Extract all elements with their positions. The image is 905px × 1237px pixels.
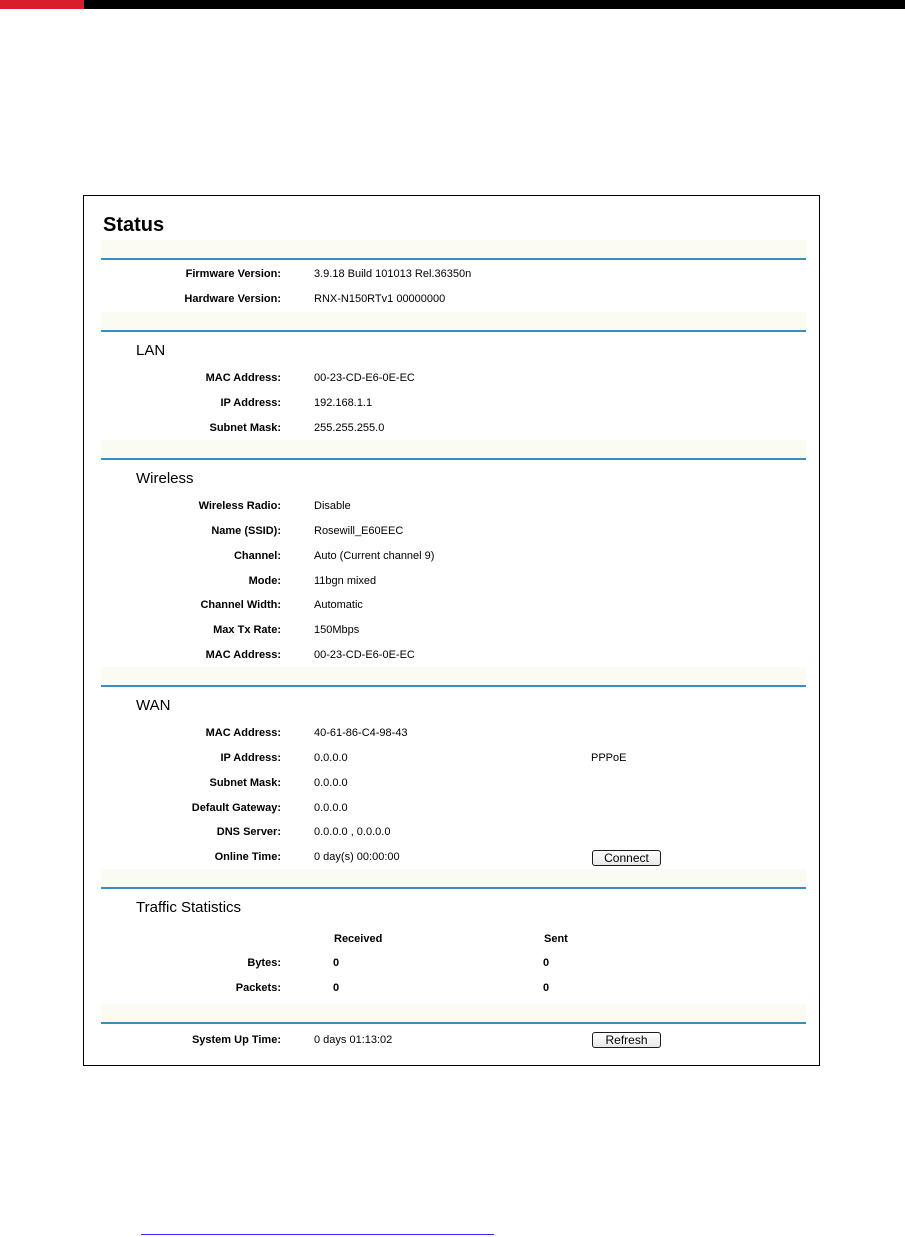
system-uptime-value: 0 days 01:13:02 [314, 1034, 393, 1046]
section-divider [101, 1022, 806, 1024]
wireless-rate-value: 150Mbps [314, 624, 360, 636]
top-header-bar [0, 0, 905, 9]
section-band [101, 667, 806, 687]
wan-mask-value: 0.0.0.0 [314, 777, 348, 789]
bytes-received-value: 0 [333, 957, 340, 969]
section-band [101, 240, 806, 260]
wan-online-time-value: 0 day(s) 00:00:00 [314, 851, 400, 863]
footer-link-underline[interactable] [141, 1234, 494, 1235]
wireless-mode-label: Mode: [248, 575, 281, 587]
wireless-mac-label: MAC Address: [205, 649, 281, 661]
wan-dns-value: 0.0.0.0 , 0.0.0.0 [314, 826, 391, 838]
firmware-version-value: 3.9.18 Build 101013 Rel.36350n [314, 268, 472, 280]
lan-mac-label: MAC Address: [205, 372, 281, 384]
traffic-heading: Traffic Statistics [136, 899, 242, 916]
page-title: Status [103, 214, 165, 236]
section-band [101, 869, 806, 889]
wan-gateway-value: 0.0.0.0 [314, 802, 348, 814]
wireless-mac-value: 00-23-CD-E6-0E-EC [314, 649, 415, 661]
packets-sent-value: 0 [543, 982, 550, 994]
section-band [101, 312, 806, 332]
packets-received-value: 0 [333, 982, 340, 994]
refresh-button[interactable]: Refresh [592, 1032, 661, 1048]
lan-ip-value: 192.168.1.1 [314, 397, 373, 409]
wireless-radio-label: Wireless Radio: [198, 500, 281, 512]
wireless-channel-label: Channel: [233, 550, 281, 562]
status-panel [83, 195, 820, 1066]
lan-ip-label: IP Address: [220, 397, 281, 409]
lan-mask-value: 255.255.255.0 [314, 422, 385, 434]
lan-heading: LAN [136, 342, 166, 359]
section-divider [101, 258, 806, 260]
wireless-width-value: Automatic [314, 599, 363, 611]
lan-mac-value: 00-23-CD-E6-0E-EC [314, 372, 415, 384]
connect-button[interactable]: Connect [592, 850, 661, 866]
section-divider [101, 458, 806, 460]
firmware-version-label: Firmware Version: [185, 268, 281, 280]
bytes-label: Bytes: [247, 957, 281, 969]
wireless-mode-value: 11bgn mixed [314, 575, 377, 587]
wan-ip-label: IP Address: [220, 752, 281, 764]
wan-gateway-label: Default Gateway: [191, 802, 281, 814]
wan-ip-value: 0.0.0.0 [314, 752, 348, 764]
wireless-rate-label: Max Tx Rate: [213, 624, 281, 636]
hardware-version-value: RNX-N150RTv1 00000000 [314, 293, 446, 305]
bytes-sent-value: 0 [543, 957, 550, 969]
wireless-radio-value: Disable [314, 500, 351, 512]
packets-label: Packets: [235, 982, 281, 994]
section-divider [101, 685, 806, 687]
wireless-ssid-value: Rosewill_E60EEC [314, 525, 404, 537]
wan-mask-label: Subnet Mask: [209, 777, 281, 789]
lan-mask-label: Subnet Mask: [209, 422, 281, 434]
wan-dns-label: DNS Server: [216, 826, 281, 838]
system-uptime-label: System Up Time: [191, 1034, 281, 1046]
hardware-version-label: Hardware Version: [184, 293, 281, 305]
section-divider [101, 887, 806, 889]
wireless-ssid-label: Name (SSID): [211, 525, 281, 537]
brand-accent-strip [0, 0, 84, 9]
wan-heading: WAN [136, 697, 171, 714]
wireless-width-label: Channel Width: [200, 599, 281, 611]
sent-column-header: Sent [544, 933, 568, 945]
wan-connection-type: PPPoE [591, 752, 627, 764]
received-column-header: Received [334, 933, 383, 945]
wireless-channel-value: Auto (Current channel 9) [314, 550, 435, 562]
section-band [101, 440, 806, 460]
wireless-heading: Wireless [136, 470, 194, 487]
wan-mac-value: 40-61-86-C4-98-43 [314, 727, 408, 739]
wan-mac-label: MAC Address: [205, 727, 281, 739]
section-divider [101, 330, 806, 332]
section-band [101, 1004, 806, 1024]
wan-online-time-label: Online Time: [214, 851, 281, 863]
